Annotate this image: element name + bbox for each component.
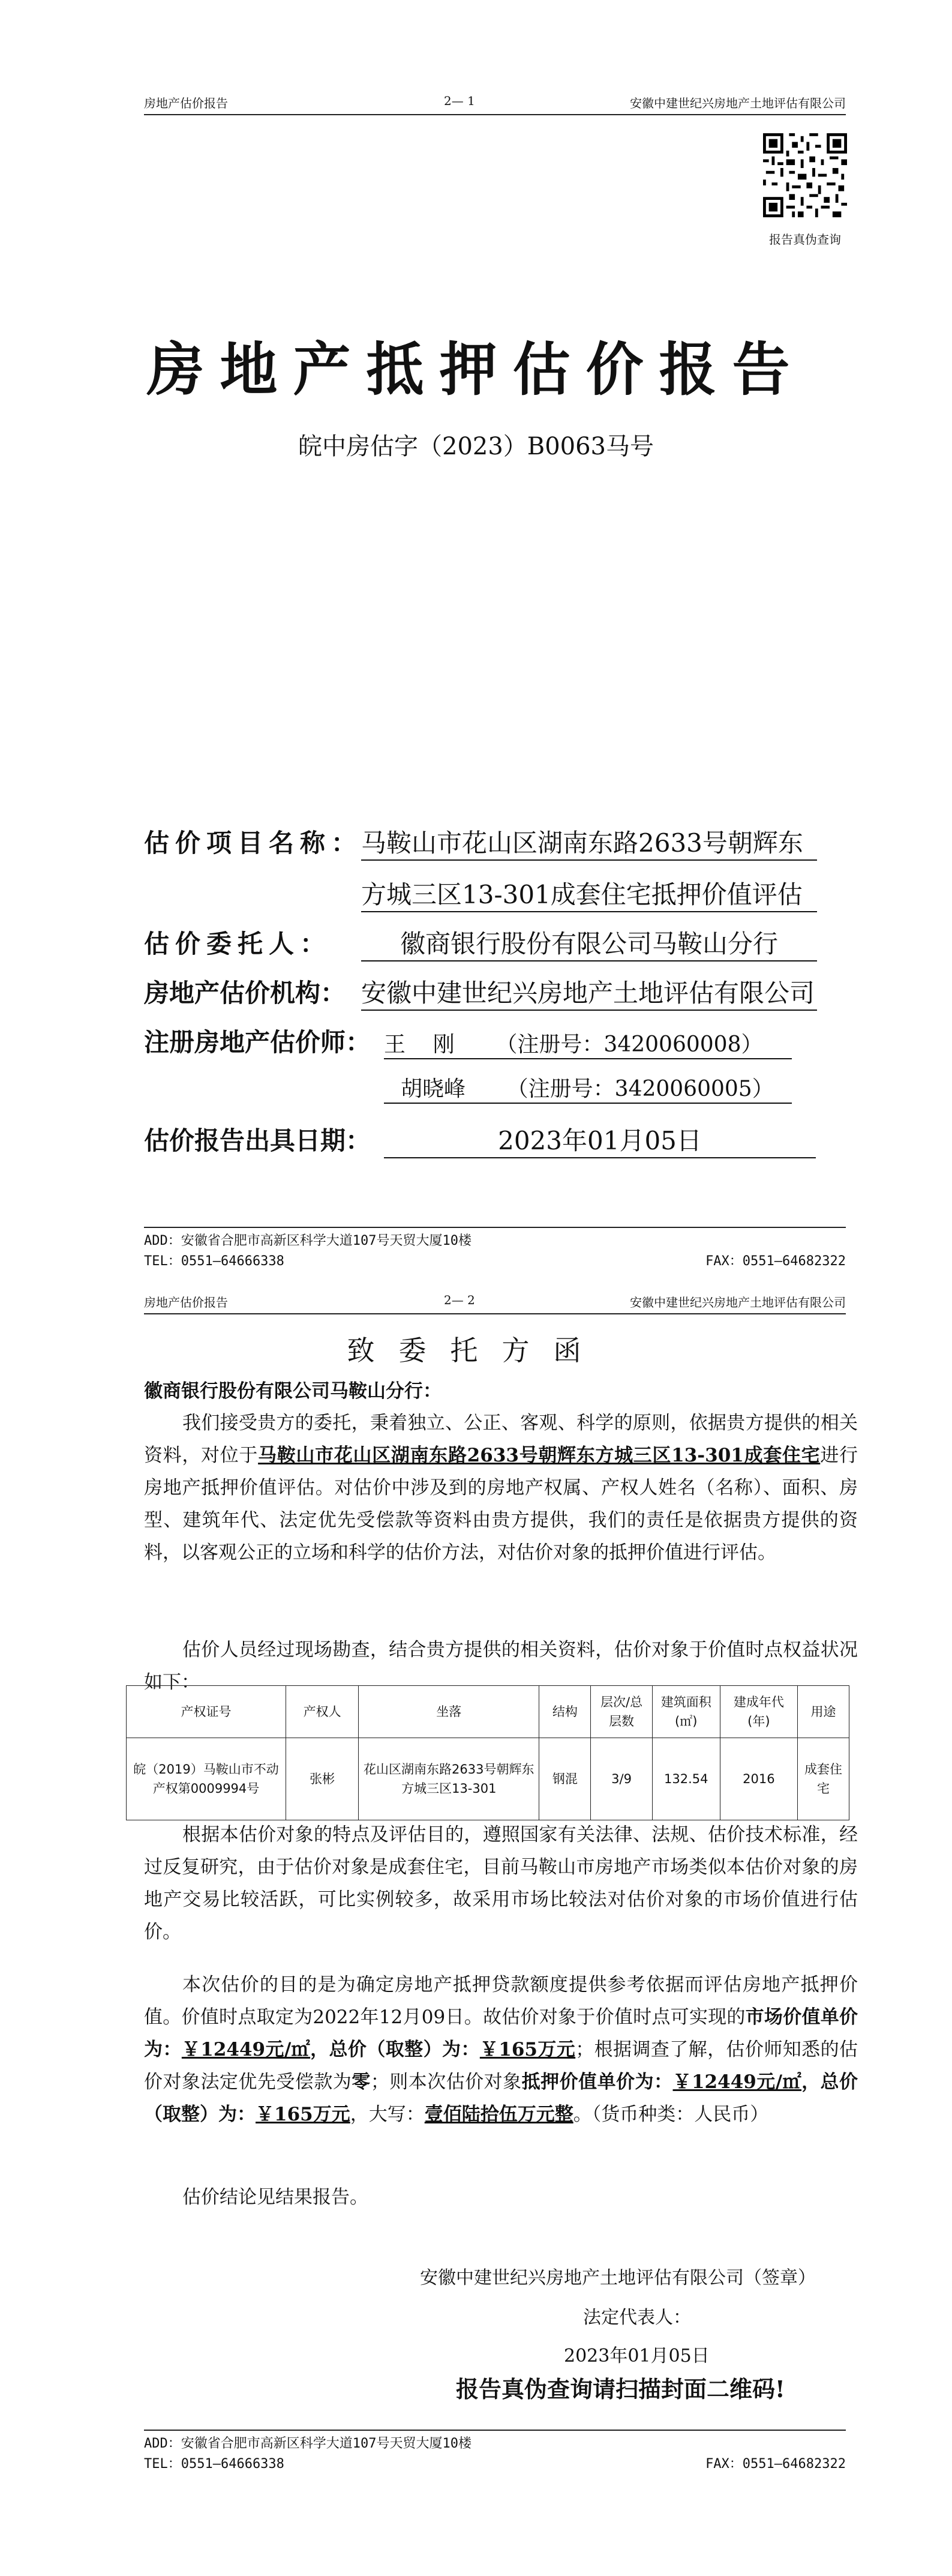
header-page-number: 2— 1 (444, 94, 475, 108)
table-cell: 钢混 (539, 1738, 591, 1820)
date-value: 2023年01月05日 (384, 1121, 816, 1158)
footer-address: ADD：安徽省合肥市高新区科学大道107号天贸大厦10楼 (144, 2436, 472, 2451)
report-title: 房地产抵押估价报告 (146, 336, 806, 403)
project-value-line2: 方城三区13-301成套住宅抵押价值评估 (361, 875, 817, 912)
mortgage-unit-price: ￥12449元/㎡ (672, 2071, 802, 2093)
table-header-row (127, 1686, 849, 1738)
table-header-cell: 坐落 (359, 1686, 539, 1738)
table-header-cell: 建筑面积(㎡) (652, 1686, 720, 1738)
appraiser-2: 胡晓峰 （注册号：3420060005） (384, 1072, 792, 1104)
page-header (144, 90, 846, 115)
sign-company: 安徽中建世纪兴房地产土地评估有限公司（签章） (420, 2268, 816, 2289)
page-footer (144, 2430, 846, 2472)
paragraph-method: 根据本估价对象的特点及评估目的，遵照国家有关法律、法规、估价技术标准，经过反复研究，由于估价对象是成套住宅，目前马鞍山市房地产市场类似本估价对象的房地产交易比较活跃，可比实例较多，故采用市场比较法对估价对象的市场价值进行估价。 (144, 1824, 858, 1943)
project-label: 估价项目名称： (144, 828, 363, 858)
verify-notice: 报告真伪查询请扫描封面二维码! (456, 2376, 785, 2403)
qr-code-icon (763, 133, 847, 217)
footer-address: ADD：安徽省合肥市高新区科学大道107号天贸大厦10楼 (144, 1233, 472, 1248)
header-page-number: 2— 2 (444, 1293, 475, 1307)
table-header-cell: 建成年代(年) (720, 1686, 797, 1738)
table-cell: 2016 (720, 1738, 797, 1820)
footer-fax: FAX：0551—64682322 (705, 1254, 846, 1269)
header-company: 安徽中建世纪兴房地产土地评估有限公司 (630, 96, 846, 110)
date-label: 估价报告出具日期： (144, 1126, 371, 1155)
page-header (144, 1289, 846, 1314)
paragraph-see-results: 估价结论见结果报告。 (182, 2186, 368, 2208)
property-table (126, 1685, 849, 1820)
table-header-cell: 结构 (539, 1686, 591, 1738)
project-value-line1: 马鞍山市花山区湖南东路2633号朝辉东 (361, 823, 817, 861)
client-value: 徽商银行股份有限公司马鞍山分行 (361, 924, 817, 961)
market-unit-price: ￥12449元/㎡ (181, 2039, 311, 2060)
table-header-cell: 产权人 (286, 1686, 359, 1738)
appraiser-label: 注册房地产估价师： (144, 1028, 371, 1057)
paragraph-conclusion: 本次估价的目的是为确定房地产抵押贷款额度提供参考依据而评估房地产抵押价值。价值时点取定为2022年12月09日。故估价对象于价值时点可实现的市场价值单价为：￥12449元/㎡，总价（取整）为：￥165万元；根据调查了解，估价师知悉的估价对象法定优先受偿款为零；则本次估价对象抵押价值单价为：￥12449元/㎡，总价（取整）为：￥165万元，大写：壹佰陆拾伍万元整。（货币种类：人民币） (144, 1974, 858, 2125)
footer-tel: TEL：0551—64666338 (144, 1254, 284, 1269)
document-number: 皖中房估字（2023）B0063马号 (298, 433, 654, 460)
table-cell: 成套住宅 (798, 1738, 849, 1820)
market-total-price: ￥165万元 (479, 2039, 576, 2060)
sign-date: 2023年01月05日 (564, 2346, 710, 2367)
table-header-cell: 产权证号 (127, 1686, 286, 1738)
agency-label: 房地产估价机构： (144, 978, 346, 1008)
appraiser-1: 王 刚 （注册号：3420060008） (384, 1028, 792, 1059)
letter-addressee: 徽商银行股份有限公司马鞍山分行： (144, 1380, 442, 1402)
table-cell: 皖（2019）马鞍山市不动产权第0009994号 (127, 1738, 286, 1820)
table-cell: 张彬 (286, 1738, 359, 1820)
page-footer (144, 1227, 846, 1269)
table-row (127, 1738, 849, 1820)
header-doc-type: 房地产估价报告 (144, 96, 228, 110)
paragraph-intro: 我们接受贵方的委托，秉着独立、公正、客观、科学的原则，依据贵方提供的相关资料，对位于马鞍山市花山区湖南东路2633号朝辉东方城三区13-301成套住宅进行房地产抵押价值评估。对估价中涉及到的房地产权属、产权人姓名（名称）、面积、房型、建筑年代、法定优先受偿款等资料由贵方提供，我们的责任是依据贵方提供的资料，以客观公正的立场和科学的估价方法，对估价对象的抵押价值进行评估。 (144, 1412, 858, 1563)
table-header-cell: 层次/总层数 (591, 1686, 652, 1738)
mortgage-total-price: ￥165万元 (256, 2104, 350, 2125)
table-header-cell: 用途 (798, 1686, 849, 1738)
qr-caption: 报告真伪查询 (769, 232, 841, 247)
paragraph-status: 估价人员经过现场勘查，结合贵方提供的相关资料，估价对象于价值时点权益状况如下： (144, 1639, 858, 1693)
property-address: 马鞍山市花山区湖南东路2633号朝辉东方城三区13-301成套住宅 (258, 1445, 821, 1466)
footer-fax: FAX：0551—64682322 (705, 2457, 846, 2472)
footer-tel: TEL：0551—64666338 (144, 2457, 284, 2472)
agency-value: 安徽中建世纪兴房地产土地评估有限公司 (361, 974, 817, 1011)
table-cell: 132.54 (652, 1738, 720, 1820)
client-label: 估价委托人： (144, 929, 332, 958)
table-cell: 花山区湖南东路2633号朝辉东方城三区13-301 (359, 1738, 539, 1820)
header-company: 安徽中建世纪兴房地产土地评估有限公司 (630, 1295, 846, 1310)
table-cell: 3/9 (591, 1738, 652, 1820)
amount-in-words: 壹佰陆拾伍万元整 (424, 2104, 573, 2125)
header-doc-type: 房地产估价报告 (144, 1295, 228, 1310)
letter-title: 致委托方函 (347, 1334, 605, 1367)
sign-representative: 法定代表人： (583, 2307, 691, 2328)
